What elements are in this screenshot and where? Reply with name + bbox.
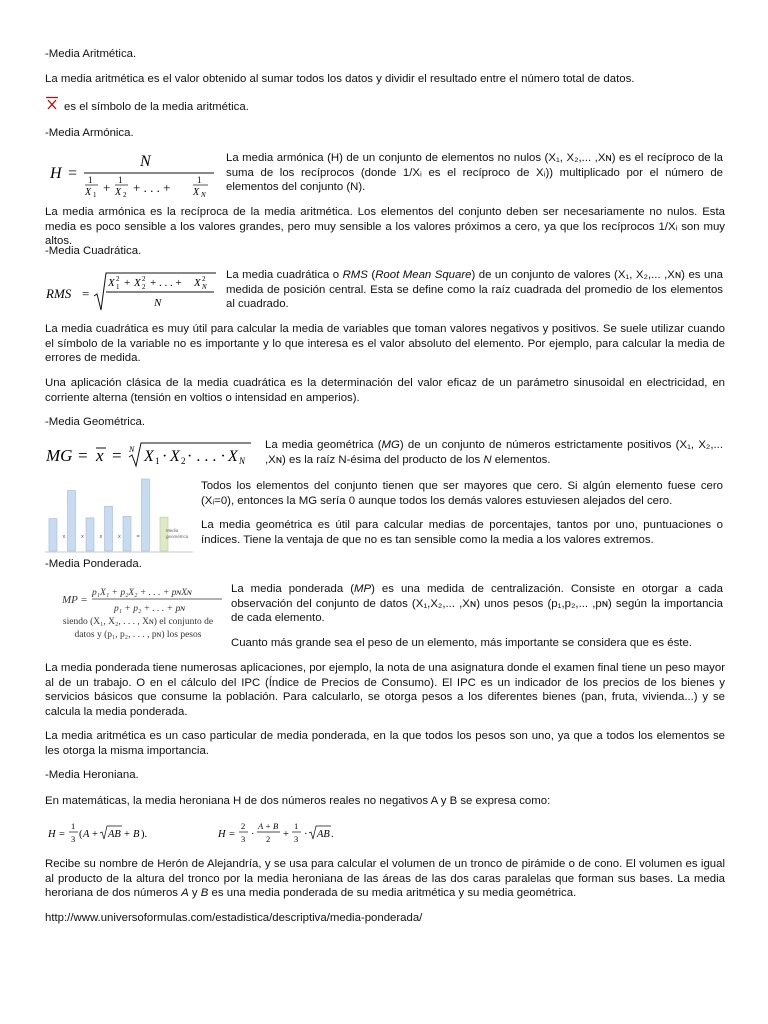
svg-text:X: X <box>115 187 122 198</box>
svg-text:+: + <box>283 829 289 840</box>
svg-text:1: 1 <box>71 821 76 831</box>
value-bar <box>86 518 94 551</box>
formula-armonica <box>48 152 218 200</box>
figure-caption: geométrica <box>166 534 189 539</box>
svg-text:·: · <box>162 448 168 465</box>
operator-label: x <box>99 534 103 540</box>
svg-text:=: = <box>78 446 88 465</box>
value-bar <box>105 506 113 551</box>
svg-text:X: X <box>170 448 180 465</box>
para-geometrica-1: Todos los elementos del conjunto tienen que ser mayores que cero. Si algún elemento fuese cero (Xᵢ=0), entonces la MG sería 0 aunque todos los demás valores estuviesen alejados del cero. <box>201 480 723 507</box>
svg-text:AB: AB <box>108 829 121 840</box>
operator-label: x <box>62 534 66 540</box>
svg-text:N: N <box>154 297 162 309</box>
source-url[interactable]: http://www.universoformulas.com/estadistica/descriptiva/media-ponderada/ <box>45 912 423 924</box>
formula-mg <box>46 440 256 468</box>
svg-text:2: 2 <box>266 834 271 844</box>
svg-text:N: N <box>201 191 206 199</box>
para-cuadratica-2: Una aplicación clásica de la media cuadrática es la determinación del valor eficaz de un parámetro sinusoidal en electricidad, en corriente alterna (tensión en voltios o intensidad en amperios). <box>45 377 725 404</box>
formula-heron-1 <box>48 818 168 848</box>
svg-text:X: X <box>134 277 141 289</box>
svg-text:3: 3 <box>71 834 76 844</box>
symbol-text: es el símbolo de la media aritmética. <box>64 101 249 113</box>
svg-text:+ . . . +: + . . . + <box>133 180 171 195</box>
heading-armonica: -Media Armónica. <box>45 127 134 139</box>
para-cuadratica-1: La media cuadrática es muy útil para calcular la media de variables que toman valores negativos y positivos. Se suele utilizar cuando el símbolo de la variable no es importante y lo que interesa es el valor absoluto del elemento. Por ejemplo, para calcular la media de errores de medida. <box>45 323 725 364</box>
svg-text:1: 1 <box>116 283 120 291</box>
svg-text:x: x <box>96 446 104 465</box>
svg-text:N: N <box>239 456 246 466</box>
ponderada-side-text-2: Cuanto más grande sea el peso de un elemento, más importante se considera que es éste. <box>231 637 692 649</box>
svg-text:X: X <box>108 277 115 289</box>
heroniana-intro: En matemáticas, la media heroniana H de dos números reales no negativos A y B se expresa como: <box>45 795 551 807</box>
svg-text:(: ( <box>79 829 83 840</box>
svg-text:H: H <box>218 829 226 840</box>
svg-text:1: 1 <box>88 175 93 185</box>
value-bar <box>49 519 57 551</box>
heading-cuadratica: -Media Cuadrática. <box>45 245 142 257</box>
geometric-mean-figure <box>45 475 193 553</box>
svg-text:AB: AB <box>317 829 330 840</box>
svg-text:=: = <box>82 286 90 301</box>
operator-label: x <box>81 534 84 540</box>
svg-text:X: X <box>193 187 200 198</box>
svg-text:+: + <box>124 277 131 289</box>
svg-text:=: = <box>68 165 78 182</box>
value-bar <box>68 491 76 551</box>
svg-text:RMS: RMS <box>46 286 72 301</box>
heading-aritmetica: -Media Aritmética. <box>45 48 137 60</box>
formula-rms <box>46 270 218 314</box>
svg-text:+ . . . +: + . . . + <box>150 277 182 289</box>
svg-text:2: 2 <box>142 275 146 283</box>
svg-text:=: = <box>81 594 88 606</box>
value-bar <box>142 479 150 551</box>
para-geometrica-2: La media geométrica es útil para calcular medias de porcentajes, tantos por uno, puntuaciones o índices. Tiene la ventaja de que no es tan sensible como la media a los valores extremos. <box>201 519 723 546</box>
svg-text:2: 2 <box>241 821 246 831</box>
formula-mp <box>52 584 227 642</box>
svg-text:2: 2 <box>142 283 146 291</box>
svg-text:1: 1 <box>294 821 299 831</box>
svg-text:).: ). <box>141 829 148 840</box>
heading-geometrica: -Media Geométrica. <box>45 416 146 428</box>
value-bar <box>123 516 131 551</box>
svg-text:H: H <box>50 165 62 182</box>
svg-text:X: X <box>144 448 154 465</box>
operator-label: x <box>118 534 121 540</box>
heading-heroniana: -Media Heroniana. <box>45 769 139 781</box>
svg-text:A: A <box>83 829 90 840</box>
svg-text:A + B: A + B <box>258 821 279 831</box>
svg-text:N: N <box>140 153 151 170</box>
para-ponderada-1: La media ponderada tiene numerosas aplicaciones, por ejemplo, la nota de una asignatura donde el examen final tiene un peso mayor al de un trabajo. O en el cálculo del IPC (Índice de Precios de Consumo). El IPC es un indicador de los precios de los bienes y servicios básicos que consume la población. Para calcularlo, se otorga pesos a los diferentes bienes (pan, fruta, vivienda...) y se calcula la media ponderada. <box>45 662 725 718</box>
svg-text:+: + <box>92 829 98 840</box>
svg-text:+: + <box>124 829 130 840</box>
svg-text:1: 1 <box>197 175 202 185</box>
para-aritmetica: La media aritmética es el valor obtenido al sumar todos los datos y dividir el resultado entre el número total de datos. <box>45 73 635 85</box>
svg-text:X: X <box>228 448 238 465</box>
svg-text:H: H <box>48 829 56 840</box>
svg-text:MG: MG <box>46 446 73 465</box>
svg-text:MP: MP <box>62 594 78 606</box>
svg-text:·: · <box>251 829 255 840</box>
para-ponderada-2: La media aritmética es un caso particular de media ponderada, en la que todos los pesos son uno, ya que a todos los elementos se les otorga la misma importancia. <box>45 730 725 757</box>
svg-text:N: N <box>202 283 207 291</box>
operator-label: = <box>136 534 140 540</box>
figure-caption: Media <box>166 528 179 533</box>
svg-text:· . . . ·: · . . . · <box>187 448 226 465</box>
svg-text:1: 1 <box>118 175 123 185</box>
xbar-symbol-icon <box>45 96 59 110</box>
svg-text:3: 3 <box>241 834 246 844</box>
svg-text:B: B <box>133 829 140 840</box>
svg-text:2: 2 <box>202 275 206 283</box>
svg-text:.: . <box>331 829 334 840</box>
svg-text:N: N <box>129 445 135 454</box>
geometrica-side-text: La media geométrica (MG) de un conjunto de números estrictamente positivos (X₁, X₂,... ,Xɴ) es la raíz N-ésima del producto de los N elementos. <box>265 439 723 466</box>
svg-text:2: 2 <box>116 275 120 283</box>
formula-mp-note: siendo (X₁, X₂, . . . , Xɴ) el conjunto de datos y (p₁, p₂, . . . , pɴ) los pesos <box>62 617 214 640</box>
heading-ponderada: -Media Ponderada. <box>45 558 142 570</box>
svg-text:X: X <box>194 277 201 289</box>
svg-text:1: 1 <box>155 456 160 466</box>
cuadratica-side-text: La media cuadrática o RMS (Root Mean Square) de un conjunto de valores (X₁, X₂,... ,Xɴ) es una medida de posición central. Esta se define como la raíz cuadrada del promedio de los elementos al cuadrado. <box>226 269 723 310</box>
armonica-side-text: La media armónica (H) de un conjunto de elementos no nulos (X₁, X₂,... ,Xɴ) es el recíproco de la suma de los recíprocos (donde 1/Xᵢ es el recíproco de Xᵢ)) multiplicado por el número de elementos del conjunto (N). <box>226 152 723 193</box>
source-link[interactable] <box>45 911 725 926</box>
para-armonica: La media armónica es la recíproca de la media aritmética. Los elementos del conjunto deben ser necesariamente no nulos. Esta media es poco sensible a los valores grandes, pero muy sensible a los valores próximos a cero, ya que los recíprocos 1/Xᵢ son muy altos. <box>45 206 725 247</box>
para-heroniana: Recibe su nombre de Herón de Alejandría, y se usa para calcular el volumen de un tronco de pirámide o de cono. El volumen es igual al producto de la altura del tronco por la media heroniana de las áreas de las dos caras paralelas que forman sus bases. La media heroriana de dos números A y B es una media ponderada de su media aritmética y su media geométrica. <box>45 858 725 899</box>
svg-text:3: 3 <box>294 834 299 844</box>
svg-text:p₁X₁ + p₂X₂ + . . . + pɴXɴ: p₁X₁ + p₂X₂ + . . . + pɴXɴ <box>92 588 192 598</box>
svg-text:1: 1 <box>93 191 97 199</box>
svg-text:=: = <box>59 829 65 840</box>
svg-text:p₁ + p₂ + . . . + pɴ: p₁ + p₂ + . . . + pɴ <box>114 604 186 614</box>
svg-text:X: X <box>85 187 92 198</box>
svg-text:2: 2 <box>181 456 186 466</box>
svg-text:2: 2 <box>123 191 127 199</box>
svg-text:·: · <box>304 829 308 840</box>
svg-text:=: = <box>112 446 122 465</box>
formula-heron-2 <box>218 818 338 848</box>
ponderada-side-text: La media ponderada (MP) es una medida de centralización. Consiste en otorgar a cada observación del conjunto de datos (X₁,X₂,... ,Xɴ) unos pesos (p₁,p₂,... ,pɴ) según la importancia de cada elemento. <box>231 583 723 624</box>
svg-text:+: + <box>103 180 111 195</box>
svg-text:=: = <box>229 829 235 840</box>
